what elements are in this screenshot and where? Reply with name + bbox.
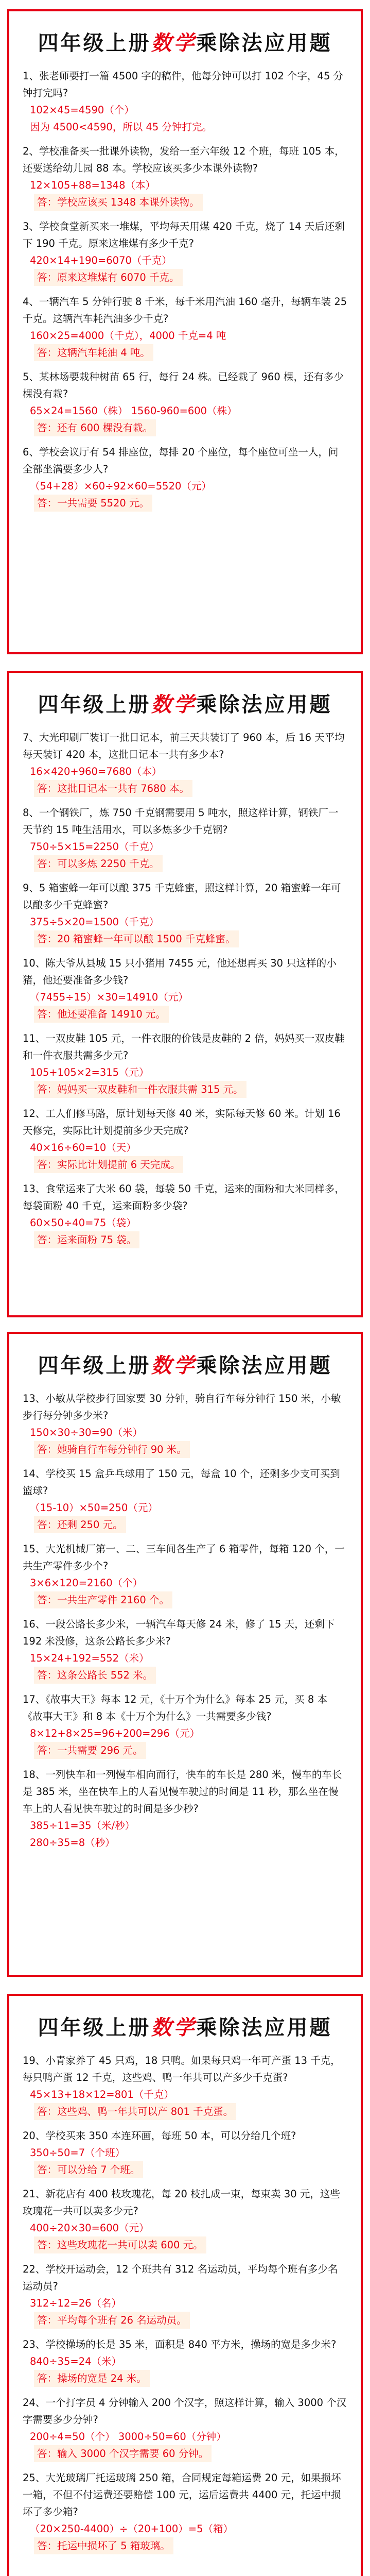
- answer-text: 答：可以分给 7 个班。: [34, 2161, 143, 2178]
- solution-line: （7455÷15）×30=14910（元）: [30, 991, 188, 1003]
- answer-text: 答：这辆汽车耗油 4 吨。: [34, 344, 153, 361]
- solution-line: 8×12+8×25=96+200=296（元）: [30, 1727, 200, 1739]
- problem-item: [23, 2052, 347, 2120]
- problem-item: [23, 67, 347, 135]
- problem-item: [23, 2185, 347, 2253]
- answer-text: 答：妈妈买一双皮鞋和一件衣服共需 315 元。: [34, 1081, 246, 1098]
- problem-item: [23, 2127, 347, 2178]
- solution-line: 16×420+960=7680（本）: [30, 766, 162, 777]
- title-suffix: 乘除法应用题: [196, 1353, 332, 1378]
- question-text: 17、《故事大王》每本 12 元，《十万个为什么》每本 25 元，买 8 本《故事大王》和 8 本《十万个为什么》一共需要多少钱?: [23, 1693, 328, 1722]
- question-text: 15、大光机械厂第一、二、三车间各生产了 6 箱零件，每箱 120 个，一共生产零件多少个?: [23, 1543, 345, 1572]
- solution-line: 45×13+18×12=801（千克）: [30, 2089, 174, 2100]
- solution-line: 160×25=4000（千克），4000 千克=4 吨: [30, 330, 226, 342]
- title-suffix: 乘除法应用题: [196, 2015, 332, 2040]
- question-text: 22、学校开运动会，12 个班共有 312 名运动员，平均每个班有多少名运动员?: [23, 2263, 338, 2292]
- question-text: 13、小敏从学校步行回家要 30 分钟，骑自行车每分钟行 150 米，小敏步行每分钟多少米?: [23, 1393, 341, 1421]
- problem-item: [23, 2336, 347, 2387]
- solution-line: 105+105×2=315（元）: [30, 1066, 149, 1078]
- solution-line: 40×16÷60=10（天）: [30, 1142, 136, 1154]
- problem-item: [23, 1030, 347, 1098]
- card-title: [23, 27, 347, 56]
- problem-item: [23, 1105, 347, 1173]
- answer-text: 答：还有 600 棵没有栽。: [34, 419, 156, 436]
- question-text: 24、一个打字员 4 分钟输入 200 个汉字，照这样计算，输入 3000 个汉字需要多少分钟?: [23, 2397, 347, 2426]
- solution-line: 350÷50=7（个班）: [30, 2147, 126, 2159]
- answer-text: 答：操场的宽是 24 米。: [34, 2370, 150, 2387]
- solution-line: （54+28）×60÷92×60=5520（元）: [30, 480, 212, 492]
- solution-line: 12×105+88=1348（本）: [30, 179, 155, 191]
- solution-line: 3×6×120=2160（个）: [30, 1577, 143, 1589]
- question-text: 8、一个钢铁厂，炼 750 千克钢需要用 5 吨水，照这样计算，钢铁厂一天节约 15 吨生活用水，可以多炼多少千克钢?: [23, 807, 339, 836]
- answer-text: 答：这些鸡、鸭一年共可以产 801 千克蛋。: [34, 2103, 236, 2120]
- problem-item: [23, 955, 347, 1023]
- question-text: 7、大光印刷厂装订一批日记本，前三天共装订了 960 本，后 16 天平均每天装订 420 本，这批日记本一共有多少本?: [23, 732, 345, 760]
- title-suffix: 乘除法应用题: [196, 31, 332, 55]
- answer-text: 答：托运中损坏了 5 箱玻璃。: [34, 2537, 173, 2554]
- question-text: 25、大光玻璃厂托运玻璃 250 箱，合同规定每箱运费 20 元，如果损坏一箱，不但不付运费还要赔偿 100 元，运后运费共 4400 元，托运中损坏了多少箱?: [23, 2472, 341, 2518]
- answer-text: 答：20 箱蜜蜂一年可以酿 1500 千克蜂蜜。: [34, 930, 239, 947]
- title-subject: 数学: [151, 1353, 197, 1378]
- problem-item: [23, 368, 347, 436]
- solution-line: （20×250-4400）÷（20+100）=5（箱）: [30, 2523, 233, 2535]
- solution-line: 750÷5×15=2250（千克）: [30, 841, 160, 853]
- problem-item: [23, 729, 347, 797]
- question-text: 20、学校买来 350 本连环画，每班 50 本，可以分给几个班?: [23, 2130, 296, 2142]
- solution-line: 312÷12=26（名）: [30, 2297, 122, 2309]
- answer-text: 答：学校应该买 1348 本课外读物。: [34, 194, 203, 211]
- answer-text: 答：实际比计划提前 6 天完成。: [34, 1156, 183, 1173]
- answer-text: 答：平均每个班有 26 名运动员。: [34, 2312, 190, 2329]
- answer-text: 答：他还要准备 14910 元。: [34, 1006, 169, 1023]
- answer-text: 答：这些玫瑰花一共可以卖 600 元。: [34, 2236, 206, 2253]
- answer-text: 答：一共需要 5520 元。: [34, 495, 152, 512]
- title-prefix: 四年级上册: [38, 692, 151, 717]
- solution-line: 200÷4=50（个） 3000÷50=60（分钟）: [30, 2431, 226, 2443]
- question-text: 13、食堂运来了大米 60 袋，每袋 50 千克，运来的面粉和大米同样多，每袋面粉 40 千克，运来面粉多少袋?: [23, 1183, 345, 1212]
- problem-item: [23, 879, 347, 947]
- answer-text: 答：原来这堆煤有 6070 千克。: [34, 269, 183, 286]
- question-text: 1、张老师要打一篇 4500 字的稿件，他每分钟可以打 102 个字，45 分钟打完吗?: [23, 70, 344, 99]
- problem-item: [23, 1616, 347, 1684]
- title-prefix: 四年级上册: [38, 31, 151, 55]
- question-text: 16、一段公路长多少米，一辆汽车每天修 24 米，修了 15 天，还剩下 192 米没修，这条公路长多少米?: [23, 1618, 335, 1647]
- title-subject: 数学: [151, 31, 197, 55]
- question-text: 6、学校会议厅有 54 排座位，每排 20 个座位，每个座位可坐一人，问全部坐满要多少人?: [23, 446, 339, 475]
- worksheet-card-2: [7, 671, 363, 1317]
- answer-text: 答：她骑自行车每分钟行 90 米。: [34, 1441, 190, 1458]
- problem-item: [23, 143, 347, 211]
- problem-item: [23, 2261, 347, 2329]
- worksheet-card-4: [7, 1994, 363, 2576]
- answer-text: 答：还剩 250 元。: [34, 1516, 126, 1533]
- solution-line: （15-10）×50=250（元）: [30, 1502, 158, 1514]
- question-text: 23、学校操场的长是 35 米，面积是 840 平方米，操场的宽是多少米?: [23, 2338, 337, 2350]
- worksheet-card-3: [7, 1332, 363, 1977]
- solution-line: 102×45=4590（个）: [30, 104, 134, 116]
- worksheet-card-1: [7, 9, 363, 654]
- title-suffix: 乘除法应用题: [196, 692, 332, 717]
- problem-item: [23, 1766, 347, 1851]
- solution-line: 150×30÷30=90（米）: [30, 1427, 143, 1438]
- answer-text: 答：运来面粉 75 袋。: [34, 1231, 139, 1248]
- title-subject: 数学: [151, 692, 197, 717]
- question-text: 14、学校买 15 盒乒乓球用了 150 元，每盒 10 个，还剩多少支可买到篮球?: [23, 1468, 340, 1497]
- solution-line: 400÷20×30=600（元）: [30, 2222, 149, 2234]
- title-prefix: 四年级上册: [38, 2015, 151, 2040]
- question-text: 5、某林场要栽种树苗 65 行，每行 24 株。已经栽了 960 棵，还有多少棵没有栽?: [23, 371, 344, 400]
- solution-line: 因为 4500<4590，所以 45 分钟打完。: [30, 121, 212, 133]
- card-title: [23, 1349, 347, 1379]
- problem-item: [23, 444, 347, 512]
- answer-text: 答：可以多炼 2250 千克。: [34, 855, 163, 872]
- question-text: 10、陈大爷从县城 15 只小猪用 7455 元，他还想再买 30 只这样的小猪，他还要准备多少钱?: [23, 957, 337, 986]
- question-text: 4、一辆汽车 5 分钟行驶 8 千米，每千米用汽油 160 毫升，每辆车装 25 千克。这辆汽车耗汽油多少千克?: [23, 296, 347, 325]
- problem-item: [23, 218, 347, 286]
- question-text: 3、学校食堂新买来一堆煤，平均每天用煤 420 千克，烧了 14 天后还剩下 190 千克。原来这堆煤有多少千克?: [23, 221, 345, 249]
- question-text: 2、学校准备买一批课外读物，发给一至六年级 12 个班，每班 105 本，还要送给幼儿园 88 本。学校应该买多少本课外读物?: [23, 145, 345, 174]
- problem-item: [23, 2394, 347, 2462]
- solution-line: 420×14+190=6070（千克）: [30, 255, 172, 266]
- problem-item: [23, 293, 347, 361]
- problem-item: [23, 1540, 347, 1608]
- question-text: 19、小青家养了 45 只鸡，18 只鸭。如果每只鸡一年可产蛋 13 千克，每只鸭产蛋 12 千克，这些鸡、鸭一年共可以产多少千克蛋?: [23, 2055, 341, 2083]
- solution-line: 280÷35=8（秒）: [30, 1837, 115, 1849]
- question-text: 21、新花店有 400 枝玫瑰花，每 20 枝扎成一束，每束卖 30 元，这些玫瑰花一共可以卖多少元?: [23, 2188, 340, 2217]
- solution-line: 15×24+192=552（米）: [30, 1652, 149, 1664]
- problem-item: [23, 1465, 347, 1533]
- problem-item: [23, 1691, 347, 1759]
- solution-line: 840÷35=24（米）: [30, 2355, 122, 2367]
- solution-line: 65×24=1560（株） 1560-960=600（株）: [30, 405, 237, 417]
- card-title: [23, 2011, 347, 2041]
- answer-text: 答：这批日记本一共有 7680 本。: [34, 780, 192, 797]
- answer-text: 答：一共生产零件 2160 个。: [34, 1591, 172, 1608]
- question-text: 9、5 箱蜜蜂一年可以酿 375 千克蜂蜜，照这样计算，20 箱蜜蜂一年可以酿多少千克蜂蜜?: [23, 882, 341, 911]
- question-text: 12、工人们修马路，原计划每天修 40 米，实际每天修 60 米。计划 16 天修完，实际比计划提前多少天完成?: [23, 1108, 341, 1137]
- problem-item: [23, 1390, 347, 1458]
- title-subject: 数学: [151, 2015, 197, 2040]
- solution-line: 375÷5×20=1500（千克）: [30, 916, 160, 928]
- problem-item: [23, 804, 347, 872]
- problem-item: [23, 2469, 347, 2554]
- solution-line: 385÷11=35（米/秒）: [30, 1820, 135, 1832]
- answer-text: 答：一共需要 296 元。: [34, 1742, 146, 1759]
- answer-text: 答：这条公路长 552 米。: [34, 1667, 156, 1684]
- question-text: 11、一双皮鞋 105 元，一件衣服的价钱是皮鞋的 2 倍，妈妈买一双皮鞋和一件衣服共需多少元?: [23, 1032, 345, 1061]
- answer-text: 答：输入 3000 个汉字需要 60 分钟。: [34, 2445, 212, 2462]
- problem-item: [23, 1180, 347, 1248]
- solution-line: 60×50÷40=75（袋）: [30, 1217, 136, 1229]
- title-prefix: 四年级上册: [38, 1353, 151, 1378]
- question-text: 18、一列快车和一列慢车相向而行，快车的车长是 280 米，慢车的车长是 385 米，坐在快车上的人看见慢车驶过的时间是 11 秒，那么坐在慢车上的人看见快车驶过的时间是多少秒?: [23, 1769, 342, 1815]
- card-title: [23, 688, 347, 718]
